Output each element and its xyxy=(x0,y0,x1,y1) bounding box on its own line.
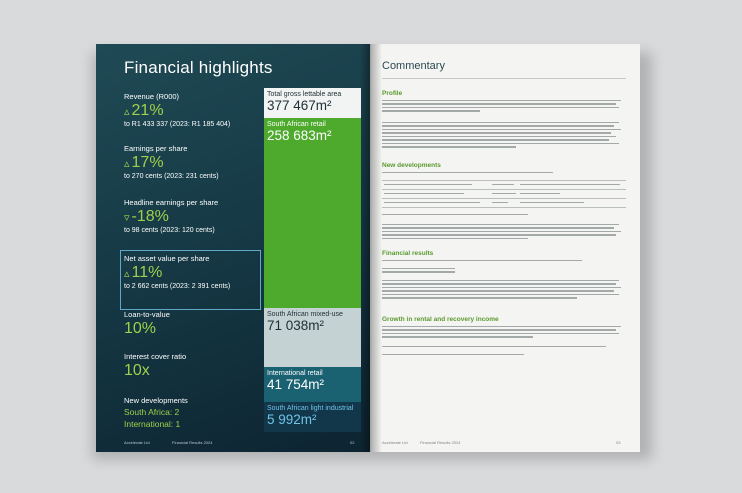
page-number: 03 xyxy=(616,440,621,445)
page-title: Commentary xyxy=(382,60,445,72)
gla-segment-sa-light-industrial xyxy=(264,402,361,432)
metric-value: 10% xyxy=(124,320,157,337)
footer-document: Financial Results 2024 xyxy=(420,440,461,445)
arrow-down-icon: ▿ xyxy=(124,212,130,224)
gla-total-value: 377 467m² xyxy=(267,98,332,113)
metric-value: ▵ 17% xyxy=(124,154,164,171)
gla-segment-sa-mixed-use xyxy=(264,308,361,367)
gla-segment-international-retail xyxy=(264,367,361,402)
new-developments-label: New developments xyxy=(124,396,188,405)
gla-segment-label: South African retail xyxy=(267,121,326,128)
gla-total xyxy=(264,88,361,118)
right-page xyxy=(370,44,640,452)
footer-document: Financial Results 2024 xyxy=(172,440,213,445)
footer-company: Accelerate Ltd xyxy=(124,440,150,445)
body-text-block xyxy=(382,346,626,349)
metric-label: Revenue (R000) xyxy=(124,92,180,101)
section-heading-growth: Growth in rental and recovery income xyxy=(382,316,499,323)
metric-icr xyxy=(124,352,264,380)
metric-sub: to 98 cents (2023: 120 cents) xyxy=(124,227,215,234)
page-number: 02 xyxy=(350,440,355,445)
gla-total-label: Total gross lettable area xyxy=(267,91,342,98)
body-text-block xyxy=(382,214,626,217)
new-developments-sa: South Africa: 2 xyxy=(124,407,180,417)
table-row xyxy=(382,190,626,199)
metric-label: Loan-to-value xyxy=(124,310,170,319)
body-text-block xyxy=(382,224,626,241)
body-text-block xyxy=(382,326,626,340)
arrow-up-icon: ▵ xyxy=(124,106,130,118)
section-heading-profile: Profile xyxy=(382,90,403,97)
section-heading-new-developments: New developments xyxy=(382,162,441,169)
metric-sub: to R1 433 337 (2023: R1 185 404) xyxy=(124,121,231,128)
metric-label: Earnings per share xyxy=(124,144,188,153)
gla-segment-label: International retail xyxy=(267,370,323,378)
metric-label: Headline earnings per share xyxy=(124,198,219,207)
gla-segment-value: 5 992m² xyxy=(267,412,317,427)
metric-nav xyxy=(124,254,264,290)
new-developments xyxy=(124,396,264,429)
metric-value: ▿ -18% xyxy=(124,208,169,225)
metric-revenue xyxy=(124,92,264,128)
body-text-block xyxy=(382,280,626,301)
metric-label: Net asset value per share xyxy=(124,254,210,263)
body-text-block xyxy=(382,260,626,263)
metric-sub: to 270 cents (2023: 231 cents) xyxy=(124,173,219,180)
gla-segment-value: 258 683m² xyxy=(267,128,332,143)
metric-heps xyxy=(124,198,264,234)
body-text-block xyxy=(382,172,626,175)
table-row xyxy=(382,181,626,190)
metric-sub: to 2 662 cents (2023: 2 391 cents) xyxy=(124,283,231,290)
metric-value: 10x xyxy=(124,362,150,379)
body-text-block xyxy=(382,122,626,150)
divider xyxy=(382,78,626,79)
gla-segment-sa-retail xyxy=(264,118,361,308)
footer-company: Accelerate Ltd xyxy=(382,440,408,445)
body-text-block xyxy=(382,354,626,357)
arrow-up-icon: ▵ xyxy=(124,158,130,170)
gla-segment-label: South African mixed-use xyxy=(267,311,343,319)
gla-segment-label: South African light industrial xyxy=(267,405,354,412)
body-text-block xyxy=(382,268,626,275)
metric-ltv xyxy=(124,310,264,338)
section-heading-financial-results: Financial results xyxy=(382,250,434,257)
gla-segment-value: 41 754m² xyxy=(267,377,325,393)
gla-breakdown xyxy=(264,88,361,432)
arrow-up-icon: ▵ xyxy=(124,268,130,280)
metric-value: ▵ 11% xyxy=(124,264,163,281)
table-row xyxy=(382,199,626,208)
left-page xyxy=(96,44,370,452)
gla-segment-value: 71 038m² xyxy=(267,318,325,334)
metric-eps xyxy=(124,144,264,180)
metric-value: ▵ 21% xyxy=(124,102,164,119)
developments-table xyxy=(382,180,626,208)
metric-label: Interest cover ratio xyxy=(124,352,187,361)
page-title: Financial highlights xyxy=(124,58,273,77)
new-developments-intl: International: 1 xyxy=(124,419,181,429)
body-text-block xyxy=(382,100,626,114)
